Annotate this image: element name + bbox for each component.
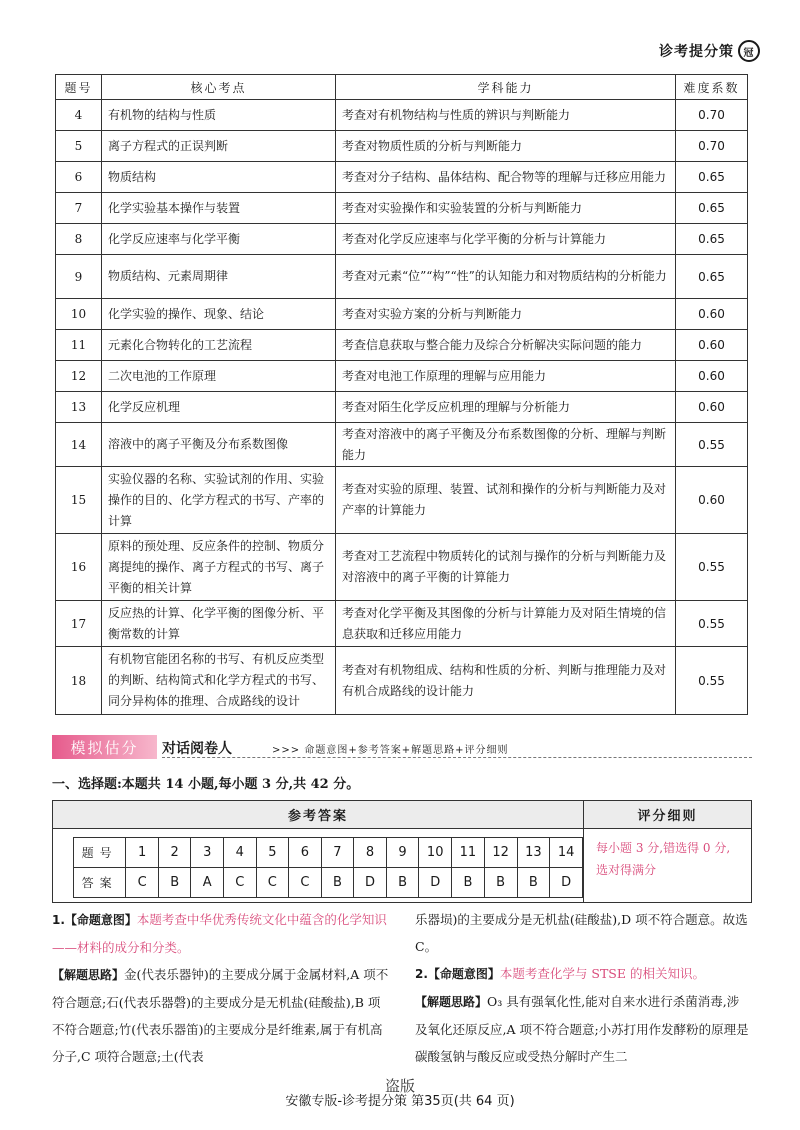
- banner-subtitle: >>> 命题意图+参考答案+解题思路+评分细则: [272, 745, 509, 756]
- table-row: [56, 255, 748, 299]
- row-difficulty: 0.60: [676, 361, 748, 392]
- answer-letter-cell: C: [126, 868, 159, 898]
- row-ability: 考查对有机物组成、结构和性质的分析、判断与推理能力及对有机合成路线的设计能力: [336, 647, 676, 715]
- brand-label: [659, 40, 760, 62]
- answer-letter-cell: B: [386, 868, 419, 898]
- answer-letter-cell: A: [191, 868, 224, 898]
- q2-think-tag: 【解题思路】: [415, 995, 488, 1009]
- row-number: 7: [56, 193, 102, 224]
- answer-number-cell: 5: [256, 838, 289, 868]
- row-difficulty: 0.55: [676, 647, 748, 715]
- row-ability: 考查对物质性质的分析与判断能力: [336, 131, 676, 162]
- scoring-rule-header: 评分细则: [584, 801, 751, 829]
- answer-letter-cell: B: [484, 868, 517, 898]
- answer-letter-cell: B: [452, 868, 485, 898]
- answer-number-cell: 12: [484, 838, 517, 868]
- q2-intent-tag: 2.【命题意图】: [415, 967, 500, 981]
- table-row: [56, 193, 748, 224]
- answer-letter-cell: D: [419, 868, 452, 898]
- answer-number-cell: 7: [321, 838, 354, 868]
- col-header-ability: 学科能力: [336, 75, 676, 100]
- brand-badge-icon: 冠: [738, 40, 760, 62]
- answer-key-header: 参考答案: [53, 801, 583, 829]
- explain-right-column: [415, 906, 750, 1070]
- row-difficulty: 0.55: [676, 534, 748, 601]
- answer-number-cell: 9: [386, 838, 419, 868]
- answer-letter-cell: D: [550, 868, 583, 898]
- answer-number-cell: 11: [452, 838, 485, 868]
- q2-think-paragraph: [415, 988, 750, 1070]
- q2-think-text: O₃ 具有强氧化性,能对自来水进行杀菌消毒,涉及氧化还原反应,A 项不符合题意;小苏打用作发酵粉的原理是碳酸氢钠与酸反应或受热分解时产生二: [415, 994, 749, 1064]
- answer-letter-label: 答案: [74, 868, 126, 898]
- answer-letter-cell: C: [289, 868, 322, 898]
- row-number: 10: [56, 299, 102, 330]
- answer-letter-row: [74, 868, 583, 898]
- table-header-row: [56, 75, 748, 100]
- row-ability: 考查对分子结构、晶体结构、配合物等的理解与迁移应用能力: [336, 162, 676, 193]
- row-number: 11: [56, 330, 102, 361]
- row-difficulty: 0.60: [676, 467, 748, 534]
- row-number: 17: [56, 601, 102, 647]
- table-row: [56, 162, 748, 193]
- row-difficulty: 0.70: [676, 131, 748, 162]
- answer-number-cell: 10: [419, 838, 452, 868]
- table-row: [56, 601, 748, 647]
- row-core-point: 物质结构、元素周期律: [102, 255, 336, 299]
- answer-number-cell: 8: [354, 838, 387, 868]
- q1-intent-paragraph: [52, 906, 392, 961]
- row-number: 8: [56, 224, 102, 255]
- answer-letter-cell: B: [158, 868, 191, 898]
- answer-number-cell: 13: [517, 838, 550, 868]
- scoring-rule-text: 每小题 3 分,错选得 0 分,选对得满分: [596, 841, 731, 877]
- section-heading: 一、选择题:本题共 14 小题,每小题 3 分,共 42 分。: [52, 777, 360, 792]
- answer-letter-cell: B: [321, 868, 354, 898]
- row-number: 9: [56, 255, 102, 299]
- row-core-point: 化学反应速率与化学平衡: [102, 224, 336, 255]
- answer-box: [52, 800, 752, 903]
- q2-intent-paragraph: [415, 960, 750, 988]
- table-row: [56, 392, 748, 423]
- answer-number-cell: 4: [223, 838, 256, 868]
- answer-number-cell: 2: [158, 838, 191, 868]
- row-ability: 考查对元素“位”“构”“性”的认知能力和对物质结构的分析能力: [336, 255, 676, 299]
- table-row: [56, 423, 748, 467]
- row-difficulty: 0.60: [676, 392, 748, 423]
- row-ability: 考查对电池工作原理的理解与应用能力: [336, 361, 676, 392]
- row-number: 5: [56, 131, 102, 162]
- row-ability: 考查对实验的原理、装置、试剂和操作的分析与判断能力及对产率的计算能力: [336, 467, 676, 534]
- row-difficulty: 0.65: [676, 193, 748, 224]
- row-ability: 考查对有机物结构与性质的辨识与判断能力: [336, 100, 676, 131]
- scoring-rule-panel: [584, 801, 751, 902]
- row-core-point: 溶液中的离子平衡及分布系数图像: [102, 423, 336, 467]
- row-ability: 考查对工艺流程中物质转化的试剂与操作的分析与判断能力及对溶液中的离子平衡的计算能力: [336, 534, 676, 601]
- row-number: 12: [56, 361, 102, 392]
- q1-think-paragraph: [52, 961, 392, 1070]
- row-number: 6: [56, 162, 102, 193]
- table-row: [56, 467, 748, 534]
- answer-number-label: 题号: [74, 838, 126, 868]
- row-number: 4: [56, 100, 102, 131]
- col-header-point: 核心考点: [102, 75, 336, 100]
- banner-tag: 模拟估分: [52, 735, 157, 759]
- row-ability: 考查对陌生化学反应机理的理解与分析能力: [336, 392, 676, 423]
- banner-divider: [162, 757, 752, 758]
- row-ability: 考查对实验方案的分析与判断能力: [336, 299, 676, 330]
- row-number: 18: [56, 647, 102, 715]
- col-header-no: 题号: [56, 75, 102, 100]
- q2-intent-text: 本题考查化学与 STSE 的相关知识。: [499, 966, 705, 981]
- row-difficulty: 0.65: [676, 255, 748, 299]
- row-difficulty: 0.55: [676, 423, 748, 467]
- row-number: 15: [56, 467, 102, 534]
- row-ability: 考查对化学平衡及其图像的分析与计算能力及对陌生情境的信息获取和迁移应用能力: [336, 601, 676, 647]
- row-core-point: 元素化合物转化的工艺流程: [102, 330, 336, 361]
- row-core-point: 原料的预处理、反应条件的控制、物质分离提纯的操作、离子方程式的书写、离子平衡的相关计算: [102, 534, 336, 601]
- row-difficulty: 0.65: [676, 162, 748, 193]
- table-row: [56, 100, 748, 131]
- row-number: 16: [56, 534, 102, 601]
- section-banner: [52, 735, 752, 759]
- row-core-point: 物质结构: [102, 162, 336, 193]
- table-body: [56, 100, 748, 715]
- answer-letter-cell: C: [256, 868, 289, 898]
- row-core-point: 化学实验基本操作与装置: [102, 193, 336, 224]
- table-row: [56, 131, 748, 162]
- table-row: [56, 299, 748, 330]
- stamp-mark: 盗版: [385, 1077, 416, 1095]
- col-header-difficulty: 难度系数: [676, 75, 748, 100]
- answer-grid: [73, 837, 583, 898]
- row-ability: 考查对实验操作和实验装置的分析与判断能力: [336, 193, 676, 224]
- answer-number-row: [74, 838, 583, 868]
- answer-number-cell: 6: [289, 838, 322, 868]
- answer-number-cell: 14: [550, 838, 583, 868]
- row-core-point: 反应热的计算、化学平衡的图像分析、平衡常数的计算: [102, 601, 336, 647]
- row-core-point: 有机物官能团名称的书写、有机反应类型的判断、结构简式和化学方程式的书写、同分异构体的推理、合成路线的设计: [102, 647, 336, 715]
- row-core-point: 离子方程式的正误判断: [102, 131, 336, 162]
- banner-title: 对话阅卷人: [162, 741, 232, 757]
- row-number: 13: [56, 392, 102, 423]
- row-ability: 考查信息获取与整合能力及综合分析解决实际问题的能力: [336, 330, 676, 361]
- table-row: [56, 647, 748, 715]
- brand-text: 诊考提分策: [659, 44, 734, 60]
- table-row: [56, 534, 748, 601]
- answer-letter-cell: B: [517, 868, 550, 898]
- row-difficulty: 0.60: [676, 330, 748, 361]
- row-core-point: 有机物的结构与性质: [102, 100, 336, 131]
- table-row: [56, 330, 748, 361]
- q1-think-text: 金(代表乐器钟)的主要成分属于金属材料,A 项不符合题意;石(代表乐器磬)的主要成分是无机盐(硅酸盐),B 项不符合题意;竹(代表乐器笛)的主要成分是纤维素,属于有机高分子,C 项符合题意;土(代表: [52, 967, 389, 1064]
- table-row: [56, 361, 748, 392]
- row-ability: 考查对化学反应速率与化学平衡的分析与计算能力: [336, 224, 676, 255]
- row-difficulty: 0.70: [676, 100, 748, 131]
- q1-think-tag: 【解题思路】: [52, 968, 125, 982]
- knowledge-table: [55, 74, 748, 715]
- answer-number-cell: 1: [126, 838, 159, 868]
- row-core-point: 化学实验的操作、现象、结论: [102, 299, 336, 330]
- explain-left-column: [52, 906, 392, 1070]
- row-core-point: 二次电池的工作原理: [102, 361, 336, 392]
- row-core-point: 化学反应机理: [102, 392, 336, 423]
- q1-intent-tag: 1.【命题意图】: [52, 913, 137, 927]
- row-difficulty: 0.65: [676, 224, 748, 255]
- answer-number-cell: 3: [191, 838, 224, 868]
- page-footer: 安徽专版-诊考提分策 第35页(共 64 页): [285, 1094, 515, 1109]
- answer-key-panel: [53, 801, 584, 902]
- answer-letter-cell: D: [354, 868, 387, 898]
- row-core-point: 实验仪器的名称、实验试剂的作用、实验操作的目的、化学方程式的书写、产率的计算: [102, 467, 336, 534]
- answer-letter-cell: C: [223, 868, 256, 898]
- row-number: 14: [56, 423, 102, 467]
- row-difficulty: 0.60: [676, 299, 748, 330]
- q1-intent-text: 本题考查中华优秀传统文化中蕴含的化学知识——材料的成分和分类。: [52, 912, 387, 955]
- row-ability: 考查对溶液中的离子平衡及分布系数图像的分析、理解与判断能力: [336, 423, 676, 467]
- row-difficulty: 0.55: [676, 601, 748, 647]
- q1-continuation: 乐器埙)的主要成分是无机盐(硅酸盐),D 项不符合题意。故选 C。: [415, 912, 748, 954]
- page-header: [0, 0, 800, 70]
- table-row: [56, 224, 748, 255]
